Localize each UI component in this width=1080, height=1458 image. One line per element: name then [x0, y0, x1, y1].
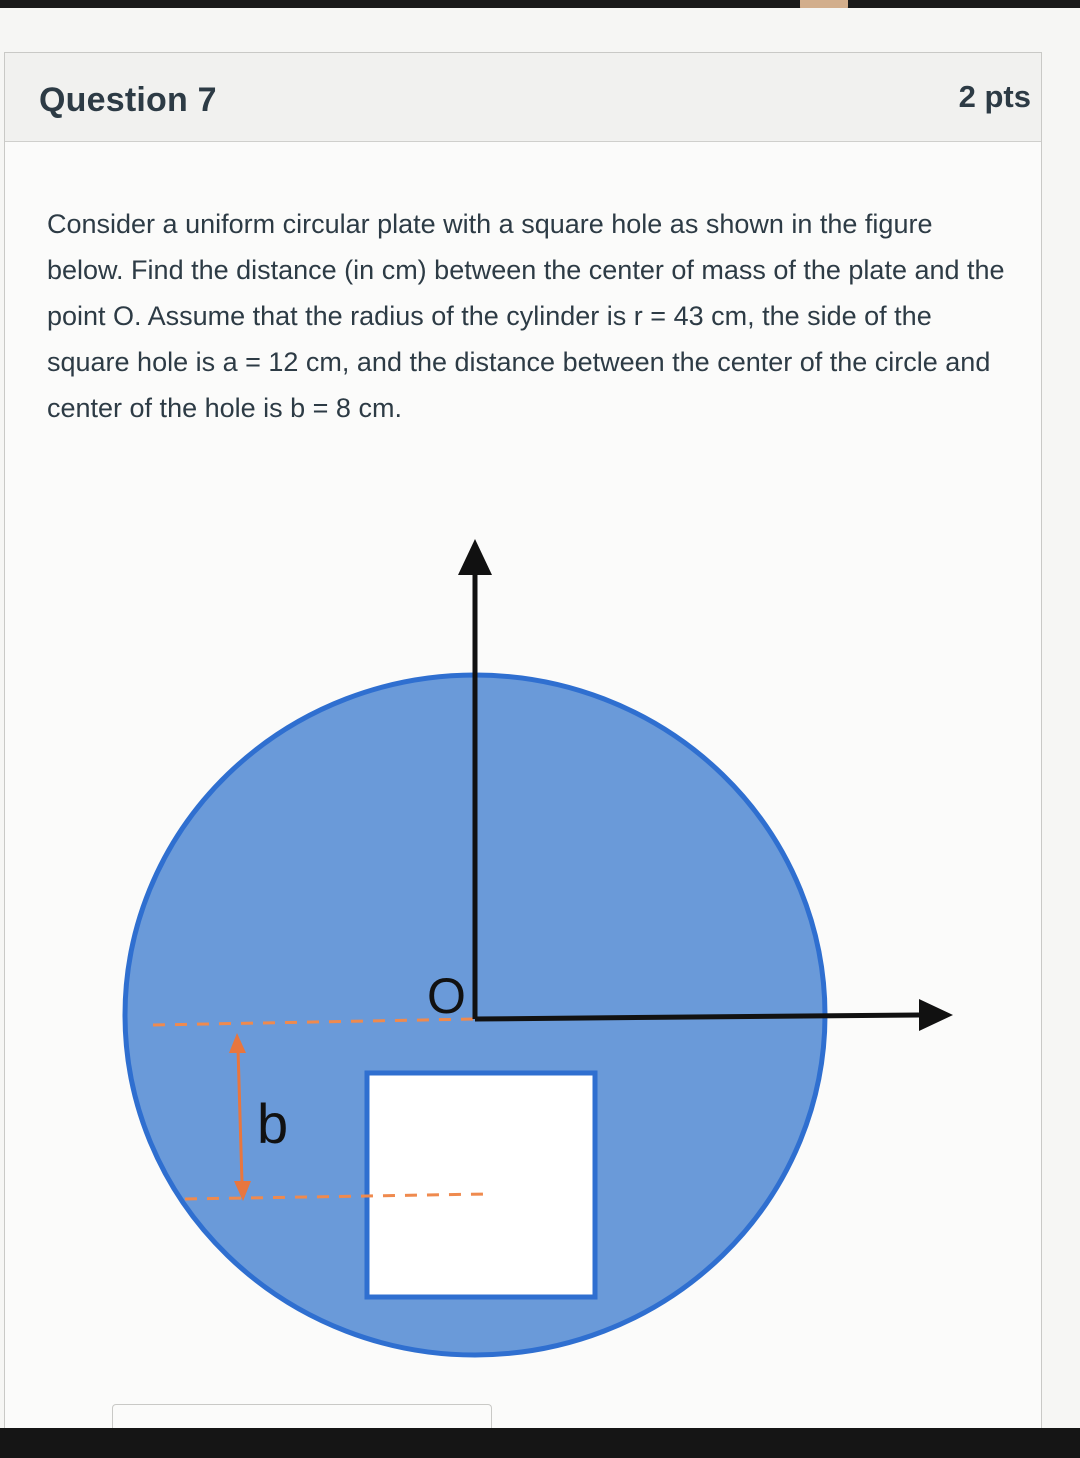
screen-top-bezel [0, 0, 1080, 8]
vertical-axis-arrowhead [458, 539, 492, 575]
question-title: Question 7 [39, 81, 217, 119]
question-figure [5, 483, 1041, 1383]
distance-b-label: b [257, 1092, 289, 1155]
screen-bottom-bezel [0, 1428, 1080, 1458]
question-card [4, 52, 1042, 1434]
horizontal-axis-arrowhead [919, 999, 953, 1031]
origin-label: O [427, 968, 466, 1024]
question-text: Consider a uniform circular plate with a square hole as shown in the figure below. Find the distance (in cm) between the center of mass of the plate and the point O. Assume that the radius of the cylinder is r = 43 cm, the side of the square hole is a = 12 cm, and the distance between the center of the circle and center of the hole is b = 8 cm. [47, 209, 1005, 423]
square-hole [367, 1073, 595, 1297]
page-background [0, 8, 1080, 1428]
question-points: 2 pts [958, 79, 1031, 114]
question-header [5, 53, 1041, 142]
